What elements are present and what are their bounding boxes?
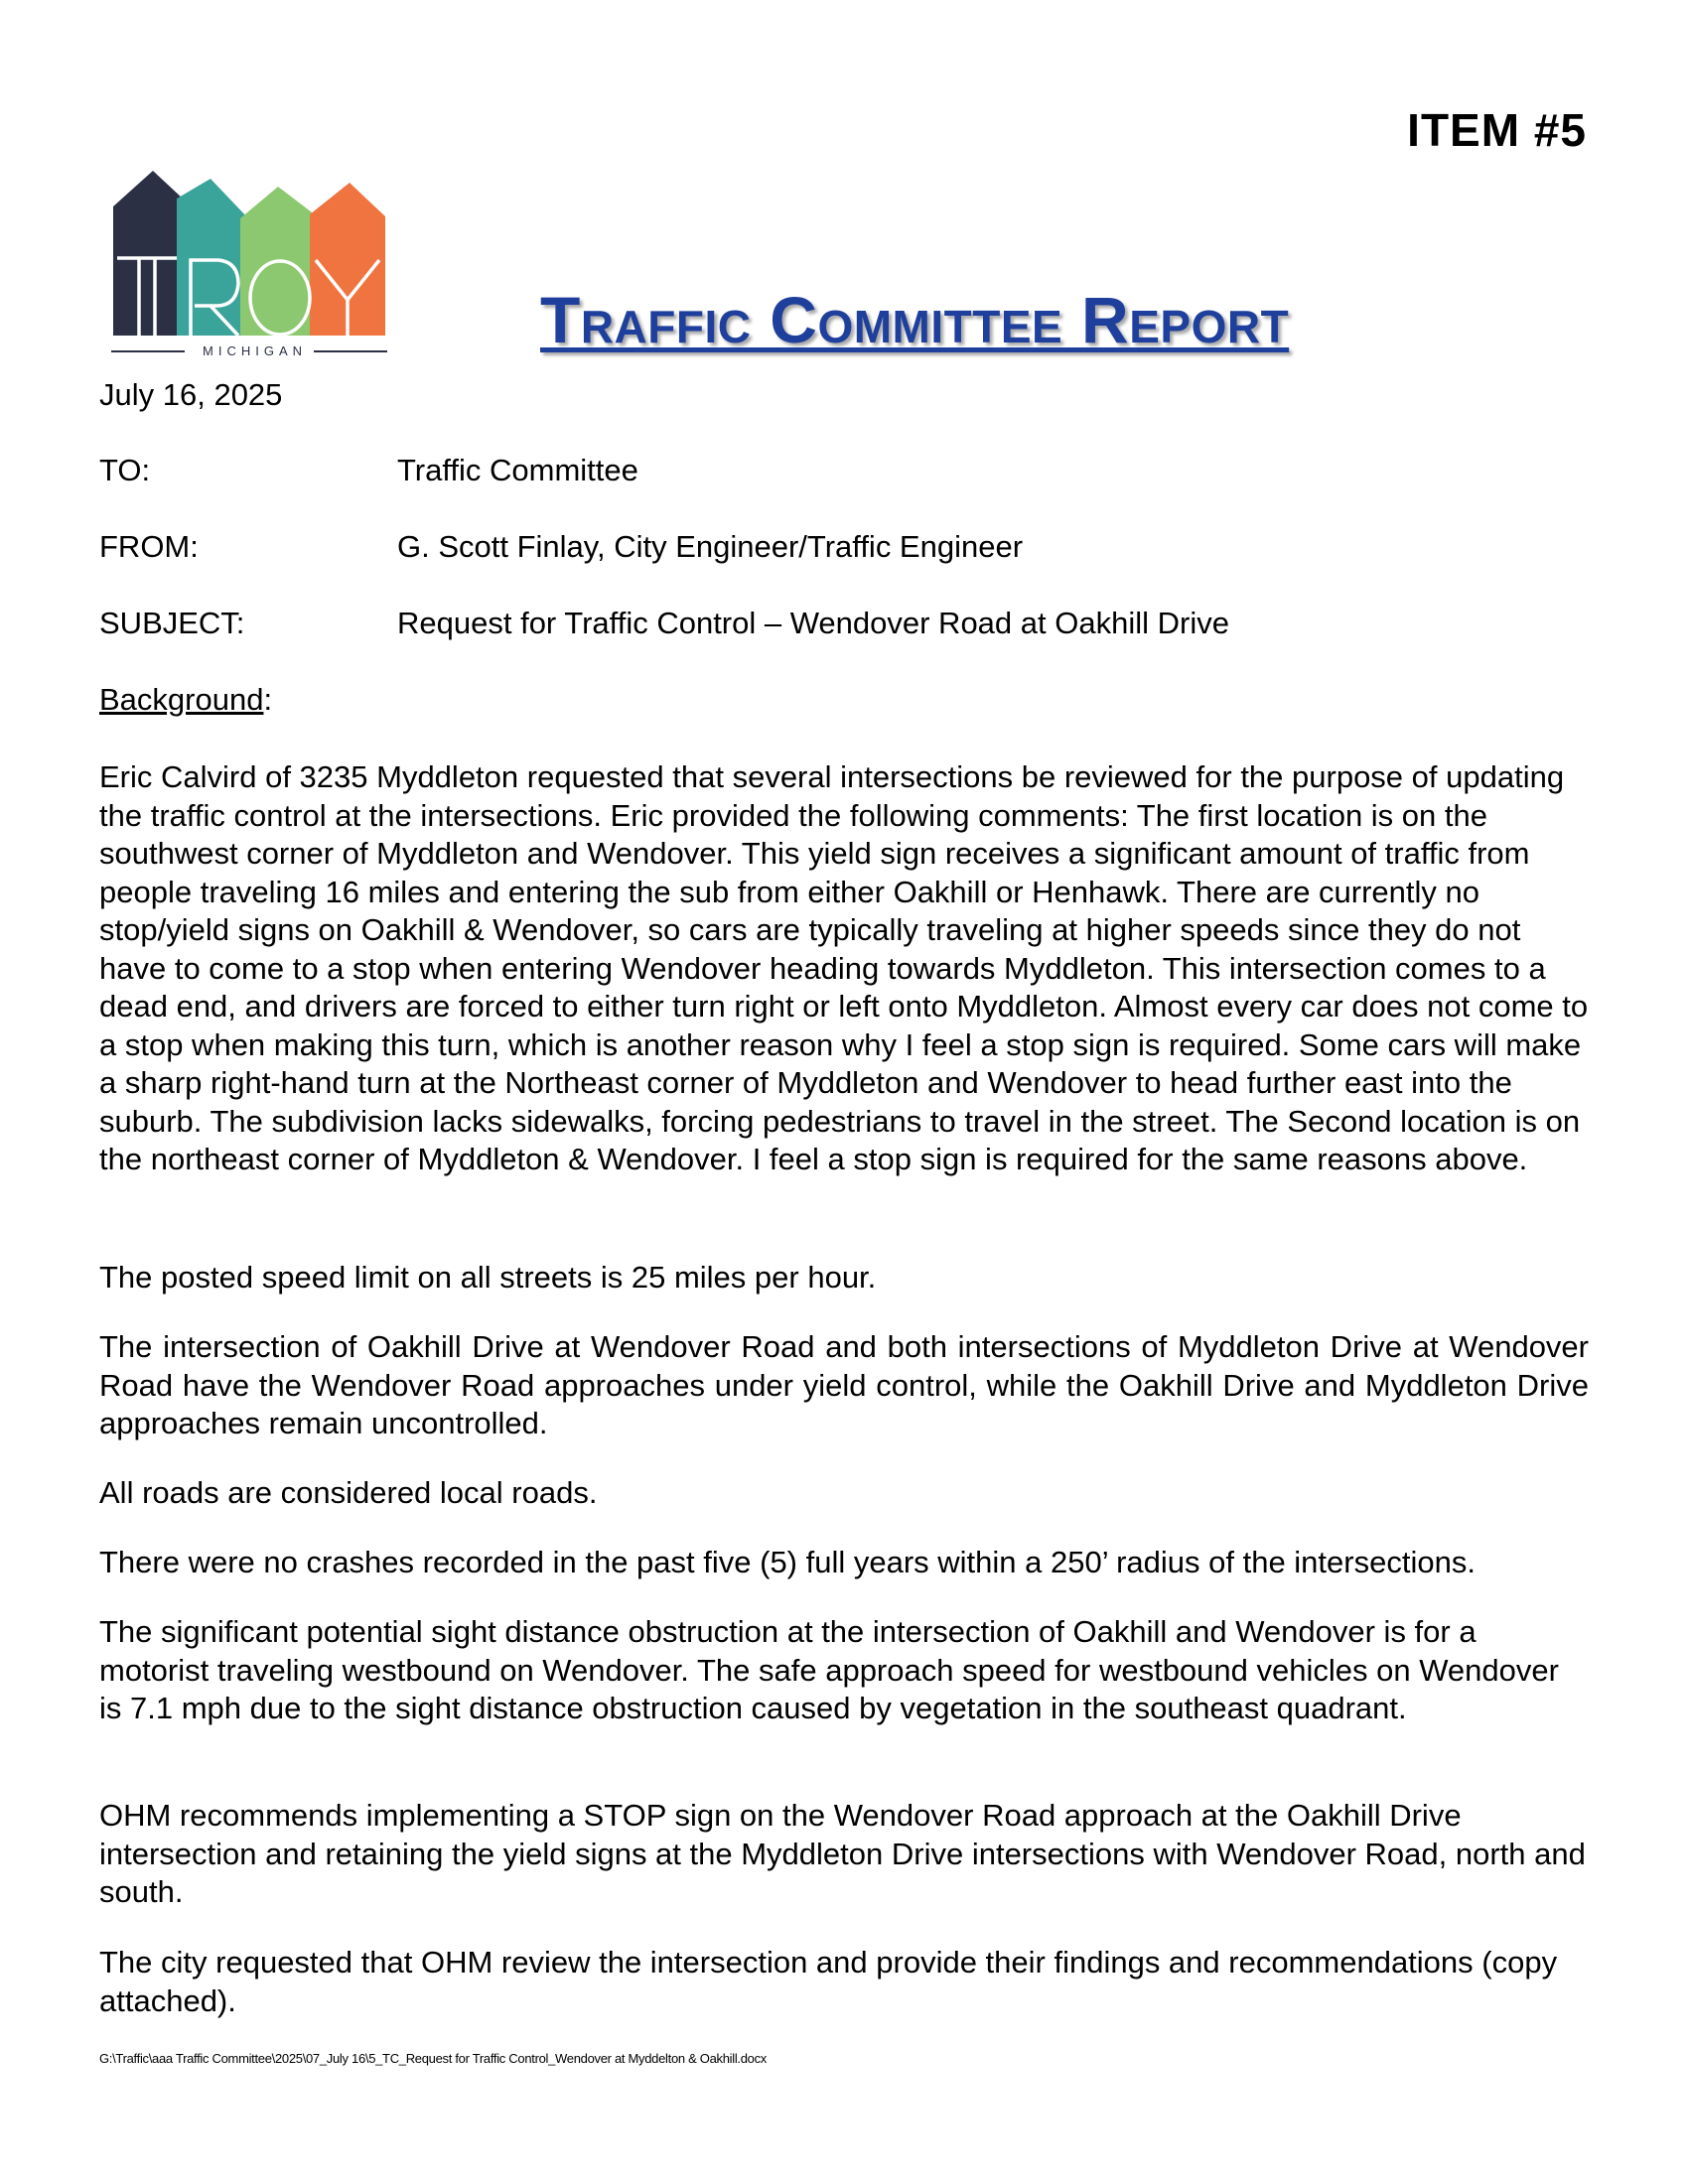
memo-from-value: G. Scott Finlay, City Engineer/Traffic Engineer — [397, 529, 1024, 564]
background-paragraph-1: Eric Calvird of 3235 Myddleton requested that several intersections be reviewed for the purpose of updating the traffic control at the intersections. Eric provided the following comments: The first location is on the southwest corner of Myddleton and Wendover. This yield sign receives a significant amount of traffic from people traveling 16 miles and entering the sub from either Oakhill or Henhawk. There are currently no stop/yield signs on Oakhill & Wendover, so cars are typically traveling at higher speeds since they do not have to come to a stop when entering Wendover heading towards Myddleton. This intersection comes to a dead end, and drivers are forced to either turn right or left onto Myddleton. Almost every car does not come to a stop when making this turn, which is another reason why I feel a stop sign is required. Some cars will make a sharp right-hand turn at the Northeast corner of Myddleton and Wendover to head further east into the suburb. The subdivision lacks sidewalks, forcing pedestrians to travel in the street. The Second location is on the northeast corner of Myddleton & Wendover. I feel a stop sign is required for the same reasons above. — [99, 759, 1589, 1176]
troy-logo — [111, 169, 387, 359]
background-paragraph-7: OHM recommends implementing a STOP sign on the Wendover Road approach at the Oakhill Drive intersection and retaining the yield signs at the Myddleton Drive intersections with Wendover Road, north and south. — [99, 1798, 1586, 1909]
report-title: Traffic Committee Report — [540, 283, 1290, 356]
background-paragraph-6: The significant potential sight distance obstruction at the intersection of Oakhill and Wendover is for a motorist traveling westbound on Wendover. The safe approach speed for westbound vehicles on Wendover is 7.1 mph due to the sight distance obstruction caused by vegetation in the southeast quadrant. — [99, 1614, 1559, 1725]
background-paragraph-8: The city requested that OHM review the intersection and provide their findings and recommendations (copy attached). — [99, 1945, 1558, 2018]
background-heading-text: Background — [99, 682, 264, 717]
background-paragraph-2: The posted speed limit on all streets is 25 miles per hour. — [99, 1260, 877, 1295]
background-paragraph-5: There were no crashes recorded in the past five (5) full years within a 250’ radius of the intersections. — [99, 1545, 1476, 1579]
item-label: ITEM #5 — [1407, 104, 1587, 156]
memo-to-label: TO: — [99, 453, 151, 487]
troy-logo-graphic — [111, 169, 387, 359]
background-heading-colon: : — [263, 682, 273, 717]
memo-date: July 16, 2025 — [99, 377, 283, 412]
background-paragraph-3: The intersection of Oakhill Drive at Wendover Road and both intersections of Myddleton Drive at Wendover Road have the Wendover Road approaches under yield control, while the Oakhill Drive and Myddleton Drive approaches remain uncontrolled. — [99, 1329, 1589, 1440]
footer-file-path: G:\Traffic\aaa Traffic Committee\2025\07_July 16\5_TC_Request for Traffic Control_Wendover at Myddelton & Oakhill.docx — [99, 2051, 768, 2066]
memo-to-value: Traffic Committee — [397, 453, 638, 487]
memo-from-label: FROM: — [99, 529, 199, 564]
logo-subtext: MICHIGAN — [203, 343, 307, 358]
background-paragraph-4: All roads are considered local roads. — [99, 1475, 598, 1510]
background-heading — [99, 681, 1589, 719]
memo-subject-label: SUBJECT: — [99, 606, 245, 640]
memo-subject-value: Request for Traffic Control – Wendover Road at Oakhill Drive — [397, 606, 1229, 640]
